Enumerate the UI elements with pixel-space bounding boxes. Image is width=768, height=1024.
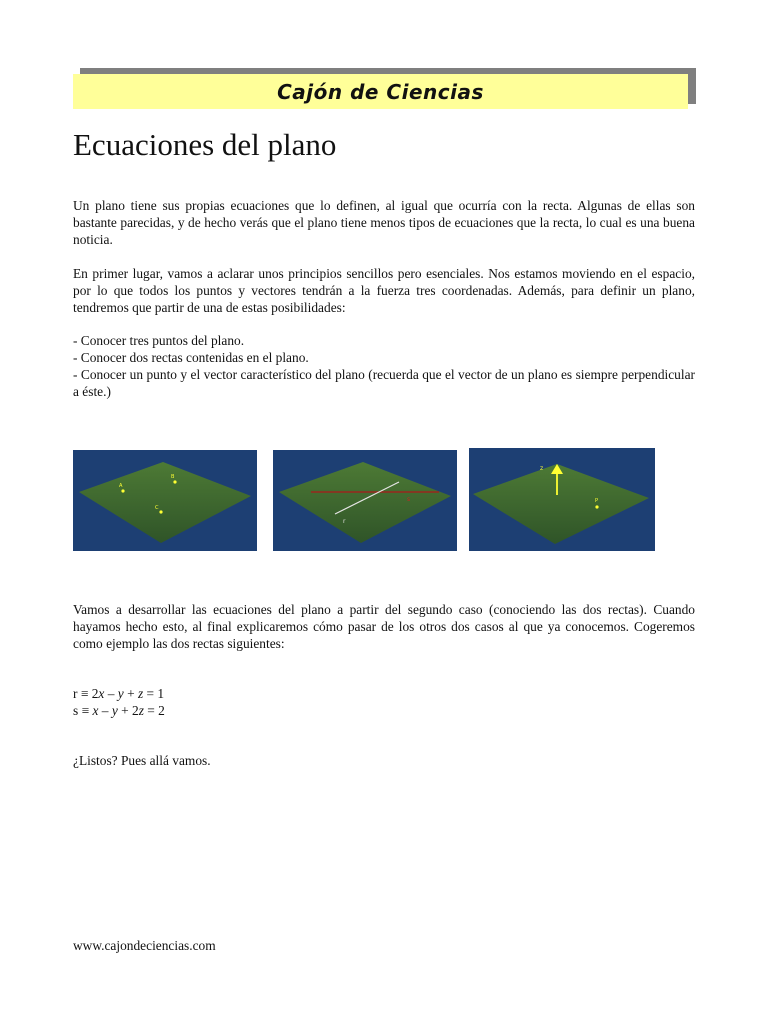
point-c	[159, 510, 162, 513]
equation-s: s ≡ x – y + 2z = 2	[73, 703, 165, 718]
point-label: B	[171, 474, 175, 480]
vector-label: z	[540, 465, 544, 472]
page-title: Ecuaciones del plano	[73, 127, 337, 162]
equation-name: s	[73, 703, 79, 718]
plane-shape	[279, 462, 451, 543]
footer-url: www.cajondeciencias.com	[73, 938, 216, 953]
principles-paragraph: En primer lugar, vamos a aclarar unos principios sencillos pero esenciales. Nos estamos moviendo en el espacio, por lo que todos los puntos y vectores tendrán a la fuerza tres coordenadas. Además, para definir un plano, tendremos que partir de una de estas posibilidades:	[73, 266, 695, 315]
list-item: - Conocer un punto y el vector característico del plano (recuerda que el vector de un plano es siempre perpendicular a éste.)	[73, 367, 695, 399]
equation-r: r ≡ 2x – y + z = 1	[73, 686, 165, 701]
point-label: C	[155, 505, 159, 511]
point-p	[595, 505, 598, 508]
equation-name: r	[73, 686, 78, 701]
line-label: r	[343, 518, 346, 525]
list-item: - Conocer tres puntos del plano.	[73, 333, 245, 348]
method-paragraph: Vamos a desarrollar las ecuaciones del plano a partir del segundo caso (conociendo las dos rectas). Cuando hayamos hecho esto, al final explicaremos cómo pasar de los otros dos casos al que ya conocemos. Cogeremos como ejemplo las dos rectas siguientes:	[73, 602, 695, 651]
banner-title: Cajón de Ciencias	[73, 74, 688, 109]
point-b	[173, 480, 176, 483]
point-label: P	[595, 498, 599, 504]
list-item: - Conocer dos rectas contenidas en el plano.	[73, 350, 309, 365]
figure-point-vector	[469, 448, 655, 551]
line-label: s	[407, 496, 411, 503]
figure-two-lines	[273, 450, 457, 551]
point-a	[121, 489, 124, 492]
point-label: A	[119, 483, 123, 489]
plane-shape	[79, 462, 251, 543]
intro-paragraph: Un plano tiene sus propias ecuaciones que lo definen, al igual que ocurría con la recta. Algunas de ellas son bastante parecidas, y de hecho verás que el plano tiene menos tipos de ecuaciones que la recta, lo cual es una buena noticia.	[73, 198, 695, 247]
closing-paragraph: ¿Listos? Pues allá vamos.	[73, 753, 211, 768]
plane-shape	[473, 464, 649, 544]
figure-three-points	[73, 450, 257, 551]
